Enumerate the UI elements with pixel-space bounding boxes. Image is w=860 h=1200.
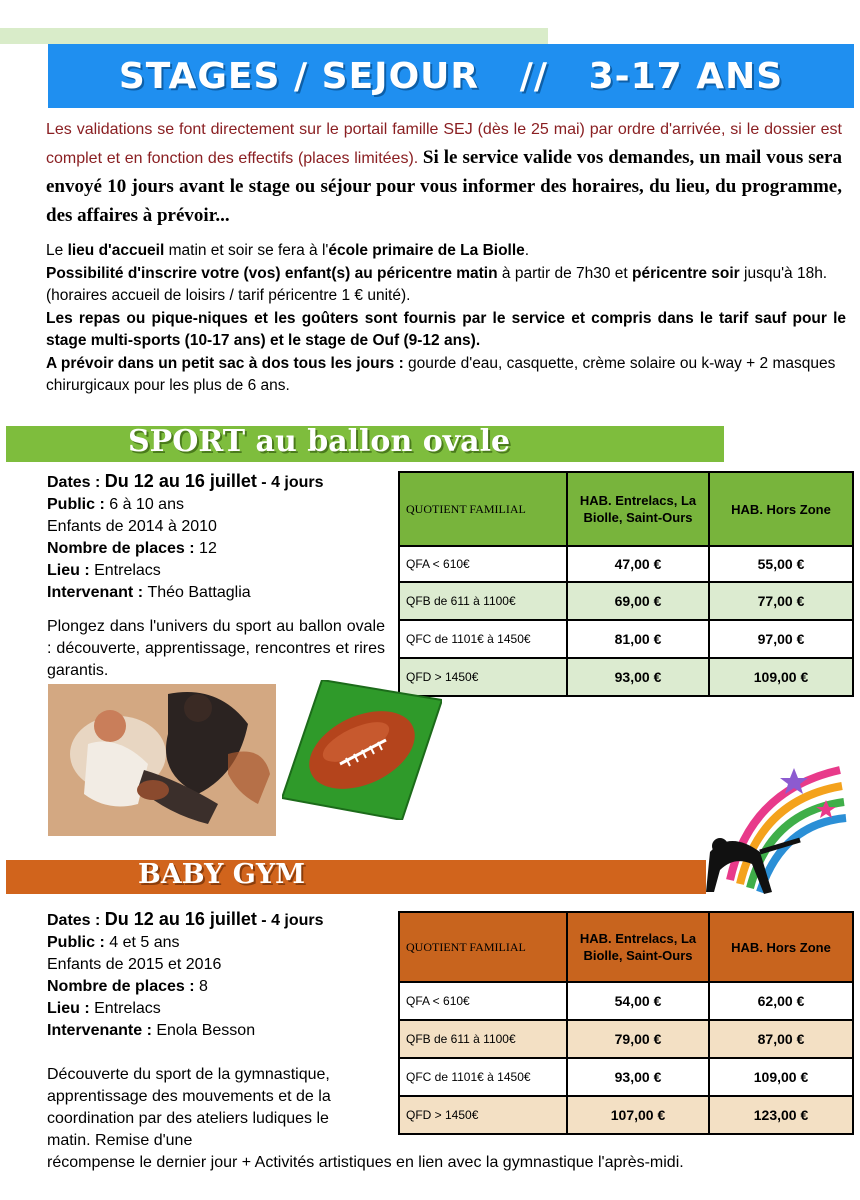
- table-header-row: [399, 912, 853, 982]
- gym-lieu: Lieu : Entrelacs: [47, 1000, 161, 1017]
- table-cell-quotient: QFB de 611 à 1100€: [399, 582, 567, 620]
- sport-places: Nombre de places : 12: [47, 540, 217, 557]
- table-cell-price-local: 93,00 €: [567, 1058, 709, 1096]
- info-line-lieu: Le lieu d'accueil matin et soir se fera à l'école primaire de La Biolle.: [46, 242, 530, 259]
- table-cell-price-hors-zone: 87,00 €: [709, 1020, 853, 1058]
- table-cell-price-hors-zone: 97,00 €: [709, 620, 853, 658]
- gym-intervenante: Intervenante : Enola Besson: [47, 1022, 256, 1039]
- table-cell-price-local: 79,00 €: [567, 1020, 709, 1058]
- intro-paragraph: [46, 116, 842, 231]
- table-header-quotient: QUOTIENT FAMILIAL: [399, 472, 567, 546]
- sport-lieu: Lieu : Entrelacs: [47, 562, 161, 579]
- top-accent-bar: [0, 28, 548, 44]
- gymnast-illustration: [690, 760, 850, 900]
- table-cell-price-hors-zone: 109,00 €: [709, 658, 853, 696]
- sport-details: [47, 470, 387, 604]
- table-cell-price-hors-zone: 109,00 €: [709, 1058, 853, 1096]
- table-row: [399, 1058, 853, 1096]
- table-row: [399, 1020, 853, 1058]
- sport-intervenant: Intervenant : Théo Battaglia: [47, 584, 251, 601]
- table-header-hors-zone: HAB. Hors Zone: [709, 472, 853, 546]
- table-cell-price-local: 107,00 €: [567, 1096, 709, 1134]
- table-row: [399, 1096, 853, 1134]
- info-line-pericentre: Possibilité d'inscrire votre (vos) enfant(s) au péricentre matin à partir de 7h30 et péricentre soir jusqu'à 18h. (horaires accueil de loisirs / tarif péricentre 1 € unité).: [46, 264, 828, 304]
- table-header-hors-zone: HAB. Hors Zone: [709, 912, 853, 982]
- practical-info: [46, 240, 846, 398]
- table-cell-price-local: 93,00 €: [567, 658, 709, 696]
- table-cell-price-local: 69,00 €: [567, 582, 709, 620]
- info-line-sac: A prévoir dans un petit sac à dos tous les jours : gourde d'eau, casquette, crème solaire ou k-way + 2 masques chirurgicaux pour les plus de 6 ans.: [46, 354, 836, 394]
- table-row: [399, 582, 853, 620]
- gym-dates: Dates : Du 12 au 16 juillet - 4 jours: [47, 909, 324, 929]
- table-cell-quotient: QFD > 1450€: [399, 1096, 567, 1134]
- table-header-quotient: QUOTIENT FAMILIAL: [399, 912, 567, 982]
- table-cell-quotient: QFC de 1101€ à 1450€: [399, 620, 567, 658]
- table-cell-quotient: QFA < 610€: [399, 546, 567, 582]
- table-cell-quotient: QFC de 1101€ à 1450€: [399, 1058, 567, 1096]
- page-title: STAGES / SEJOUR // 3-17 ANS: [118, 55, 784, 97]
- table-row: [399, 658, 853, 696]
- intro-validation-text: Les validations se font directement sur le portail famille SEJ (dès le 25 mai) par ordre d'arrivée, si le dossier est complet et en fonction des effectifs (places limitées).: [46, 121, 842, 167]
- table-cell-price-hors-zone: 55,00 €: [709, 546, 853, 582]
- table-row: [399, 620, 853, 658]
- gym-public: Public : 4 et 5 ans: [47, 934, 180, 951]
- table-cell-quotient: QFD > 1450€: [399, 658, 567, 696]
- intro-mail-text: Si le service valide vos demandes, un mail vous sera envoyé 10 jours avant le stage ou séjour pour vous informer des horaires, du lieu, du programme, des affaires à prévoir...: [46, 147, 842, 226]
- sport-price-table: [398, 471, 854, 697]
- table-header-row: [399, 472, 853, 546]
- sport-birth-years: Enfants de 2014 à 2010: [47, 518, 217, 535]
- table-cell-price-hors-zone: 77,00 €: [709, 582, 853, 620]
- gym-description: Découverte du sport de la gymnastique, apprentissage des mouvements et de la coordination par des ateliers ludiques le matin. Remise d'une: [47, 1066, 331, 1149]
- table-cell-quotient: QFA < 610€: [399, 982, 567, 1020]
- gym-price-table: [398, 911, 854, 1135]
- table-cell-quotient: QFB de 611 à 1100€: [399, 1020, 567, 1058]
- gym-birth-years: Enfants de 2015 et 2016: [47, 956, 222, 973]
- table-cell-price-local: 47,00 €: [567, 546, 709, 582]
- table-cell-price-hors-zone: 123,00 €: [709, 1096, 853, 1134]
- table-cell-price-local: 54,00 €: [567, 982, 709, 1020]
- sport-public: Public : 6 à 10 ans: [47, 496, 184, 513]
- table-row: [399, 546, 853, 582]
- table-cell-price-local: 81,00 €: [567, 620, 709, 658]
- gym-section-banner: [6, 860, 706, 894]
- gym-details: [47, 908, 387, 1042]
- gym-places: Nombre de places : 8: [47, 978, 208, 995]
- table-header-local: HAB. Entrelacs, La Biolle, Saint-Ours: [567, 472, 709, 546]
- rugby-ball-icon: [282, 680, 442, 820]
- sport-dates: Dates : Du 12 au 16 juillet - 4 jours: [47, 471, 324, 491]
- gym-section-title: BABY GYM: [138, 859, 306, 890]
- table-header-local: HAB. Entrelacs, La Biolle, Saint-Ours: [567, 912, 709, 982]
- rugby-player-illustration: [48, 684, 276, 836]
- sport-description: Plongez dans l'univers du sport au ballon ovale : découverte, apprentissage, rencontres et rires garantis.: [47, 618, 385, 679]
- table-row: [399, 982, 853, 1020]
- table-cell-price-hors-zone: 62,00 €: [709, 982, 853, 1020]
- info-line-repas: Les repas ou pique-niques et les goûters sont fournis par le service et compris dans le tarif sauf pour le stage multi-sports (10-17 ans) et le stage de Ouf (9-12 ans).: [46, 309, 846, 349]
- gym-description-end: récompense le dernier jour + Activités artistiques en lien avec la gymnastique l'après-midi.: [47, 1154, 684, 1171]
- sport-section-title: SPORT au ballon ovale: [128, 424, 511, 459]
